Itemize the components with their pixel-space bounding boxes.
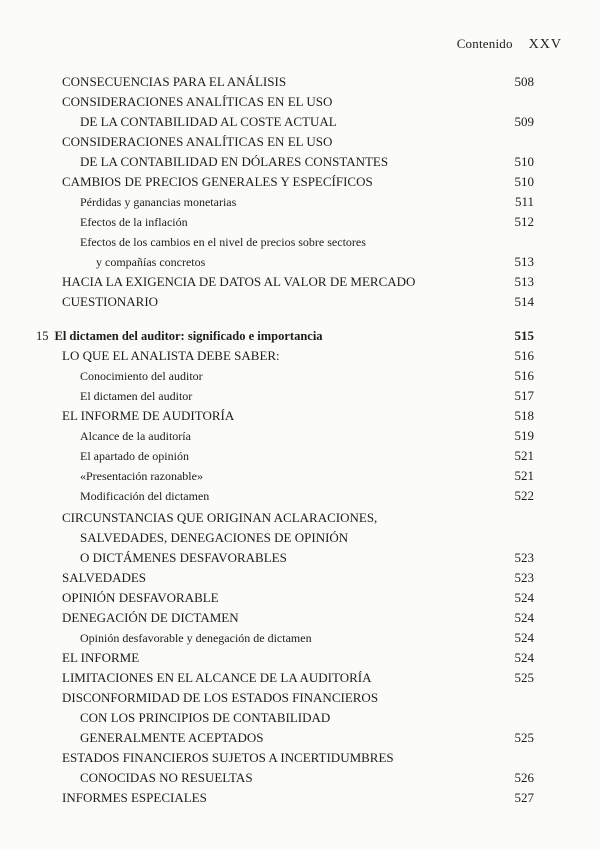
toc-entry [0,528,600,548]
header-title: Contenido [456,36,513,51]
toc-entry [0,426,600,446]
chapter-number: 15 [36,329,49,343]
toc-entry-text: CONOCIDAS NO RESUELTAS [80,770,253,785]
toc-entry-page: 514 [514,294,534,309]
toc-entry-text: CIRCUNSTANCIAS QUE ORIGINAN ACLARACIONES, [62,510,378,525]
toc-entry-page: 511 [514,194,534,209]
toc-entry [0,628,600,648]
toc-entry-text: DENEGACIÓN DE DICTAMEN [62,610,239,625]
toc-entry [0,92,600,112]
toc-entry-page: 523 [514,570,534,585]
toc-entry-text: Alcance de la auditoría [80,429,191,443]
toc-entry-page: 515 [514,328,534,343]
toc-entry [0,486,600,506]
toc-entry [0,346,600,366]
toc-entry [0,112,600,132]
toc-entry [0,708,600,728]
toc-entry-page: 524 [514,630,534,645]
toc-entry-page: 516 [514,368,534,383]
toc-entry [0,466,600,486]
toc-entry-text: «Presentación razonable» [80,469,203,483]
toc-entry-text: El dictamen del auditor [80,389,193,403]
toc-entry-text: LIMITACIONES EN EL ALCANCE DE LA AUDITORÍA [62,670,372,685]
toc-entry [0,508,600,528]
toc-entry-text: INFORMES ESPECIALES [62,790,207,805]
toc-entry-text: Efectos de la inflación [80,215,188,229]
toc-entry-page: 527 [514,790,534,805]
header-page-number: XXV [528,37,562,52]
toc-entry [0,132,600,152]
toc-entry [0,768,600,788]
toc-entry [0,172,600,192]
toc-entry-text: DISCONFORMIDAD DE LOS ESTADOS FINANCIEROS [62,690,379,705]
toc-entry [0,446,600,466]
toc-entry-page: 510 [514,154,534,169]
toc-entry [0,728,600,748]
toc-entry [0,212,600,232]
toc-entry [0,192,600,212]
toc-entry-page: 524 [514,610,534,625]
toc-entry-text: SALVEDADES [62,570,147,585]
toc-entry [0,568,600,588]
toc-entry-text: CUESTIONARIO [62,294,159,309]
toc-entry-page: 516 [514,348,534,363]
toc-entry-text: y compañías concretos [96,255,206,269]
toc-entry-text: HACIA LA EXIGENCIA DE DATOS AL VALOR DE MERCADO [62,274,416,289]
toc-entry-text: EL INFORME [62,650,140,665]
toc-entry [0,292,600,312]
toc-entry-text: DE LA CONTABILIDAD AL COSTE ACTUAL [80,114,337,129]
toc-entry [0,152,600,172]
toc-chapter-15 [0,326,600,346]
toc-entry-page: 524 [514,650,534,665]
toc-entry-page: 517 [514,388,534,403]
toc-entry-page: 510 [514,174,534,189]
toc-entry-text: CONSECUENCIAS PARA EL ANÁLISIS [62,74,287,89]
toc-entry [0,232,600,252]
running-header [457,36,562,53]
toc-entry-text: CON LOS PRINCIPIOS DE CONTABILIDAD [80,710,331,725]
toc-entry-text: EL INFORME DE AUDITORÍA [62,408,235,423]
toc-entry [0,588,600,608]
toc-entry-text: Efectos de los cambios en el nivel de precios sobre sectores [80,235,366,249]
toc-entry-page: 521 [514,448,534,463]
toc-entry-text: DE LA CONTABILIDAD EN DÓLARES CONSTANTES [80,154,389,169]
toc-entry [0,788,600,808]
toc-entry [0,386,600,406]
toc-entry-page: 509 [514,114,534,129]
toc-entry-page: 524 [514,590,534,605]
toc-entry-page: 513 [514,254,534,269]
toc-entry-text: ESTADOS FINANCIEROS SUJETOS A INCERTIDUMBRES [62,750,394,765]
toc-entry [0,72,600,92]
toc-entry-page: 513 [514,274,534,289]
toc-entry [0,668,600,688]
toc-entry-page: 512 [514,214,534,229]
toc-entry-page: 525 [514,670,534,685]
toc-entry-page: 525 [514,730,534,745]
toc-entry [0,688,600,708]
toc-entry [0,366,600,386]
toc-entry [0,748,600,768]
toc-entry [0,252,600,272]
toc-entry-text: CONSIDERACIONES ANALÍTICAS EN EL USO [62,134,333,149]
toc-entry [0,648,600,668]
toc-entry [0,548,600,568]
toc-entry-text: LO QUE EL ANALISTA DEBE SABER: [62,348,280,363]
toc-entry-text: OPINIÓN DESFAVORABLE [62,590,219,605]
toc-entry [0,608,600,628]
toc-entry-page: 523 [514,550,534,565]
toc-entry-text: Conocimiento del auditor [80,369,203,383]
toc-entry [0,406,600,426]
toc-entry-page: 518 [514,408,534,423]
toc-entry-page: 519 [514,428,534,443]
toc-entry-text: O DICTÁMENES DESFAVORABLES [80,550,287,565]
toc-entry-text: SALVEDADES, DENEGACIONES DE OPINIÓN [80,530,349,545]
toc-entry-page: 526 [514,770,534,785]
chapter-title: El dictamen del auditor: significado e importancia [54,329,323,343]
toc-entry-text: El apartado de opinión [80,449,189,463]
toc-entry [0,272,600,292]
toc-entry-text: CAMBIOS DE PRECIOS GENERALES Y ESPECÍFICOS [62,174,373,189]
toc-entry-text: Pérdidas y ganancias monetarias [80,195,237,209]
toc-entry-text: GENERALMENTE ACEPTADOS [80,730,264,745]
toc-entry-page: 522 [514,488,534,503]
toc-entry-text: Modificación del dictamen [80,489,210,503]
toc-entry-text: Opinión desfavorable y denegación de dictamen [80,631,312,645]
toc-entry-page: 521 [514,468,534,483]
toc-entry-page: 508 [514,74,534,89]
toc-entry-text: CONSIDERACIONES ANALÍTICAS EN EL USO [62,94,333,109]
